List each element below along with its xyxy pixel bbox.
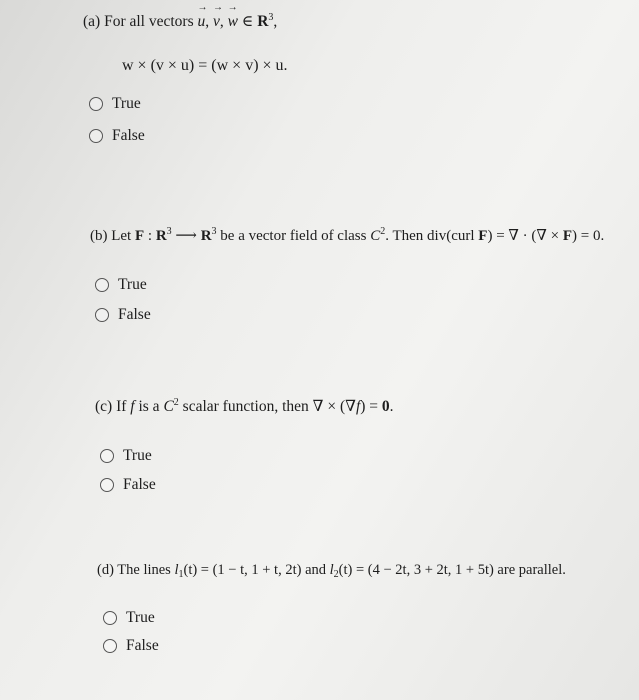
radio-button[interactable] — [100, 478, 114, 492]
question-b-option-true[interactable]: True — [95, 276, 147, 294]
question-d-statement: (d) The lines $l_1(t) = (1 - t$, 1 + t, 2t) and $l_2(t) = (4 - 2t$, 3 + 2t, 1 + 5t) are parallel. — [97, 562, 566, 580]
radio-button[interactable] — [89, 97, 103, 111]
radio-button[interactable] — [103, 611, 117, 625]
question-b-option-false[interactable]: False — [95, 306, 151, 324]
question-a-equation: w × (v × u) = (w × v) × u. — [122, 57, 288, 74]
radio-button[interactable] — [103, 639, 117, 653]
radio-button[interactable] — [100, 449, 114, 463]
vector-u: → u — [198, 13, 206, 31]
question-d-option-false[interactable]: False — [103, 637, 159, 655]
radio-button[interactable] — [95, 308, 109, 322]
radio-button[interactable] — [89, 129, 103, 143]
question-a-option-false[interactable]: False — [89, 127, 145, 145]
question-c-statement: (c) If f is a $C^2$ scalar function, then ∇ × (∇f) = 0. — [95, 397, 394, 415]
radio-button[interactable] — [95, 278, 109, 292]
vector-w: → w — [228, 13, 238, 31]
vector-v: → v — [213, 13, 220, 31]
question-c-option-false[interactable]: False — [100, 476, 156, 494]
question-c-option-true[interactable]: True — [100, 447, 152, 465]
question-a-option-true[interactable]: True — [89, 95, 141, 113]
question-b-statement: (b) Let F : $R^3$ ⟶ $R^3$ be a vector field of class $C^2$. Then div(curl F) = ∇ · (∇ × F) = 0. — [90, 226, 605, 244]
question-a-statement: (a) For all vectors → u, → v, → w ∈ $R^3$, — [83, 12, 277, 31]
question-d-option-true[interactable]: True — [103, 609, 155, 627]
